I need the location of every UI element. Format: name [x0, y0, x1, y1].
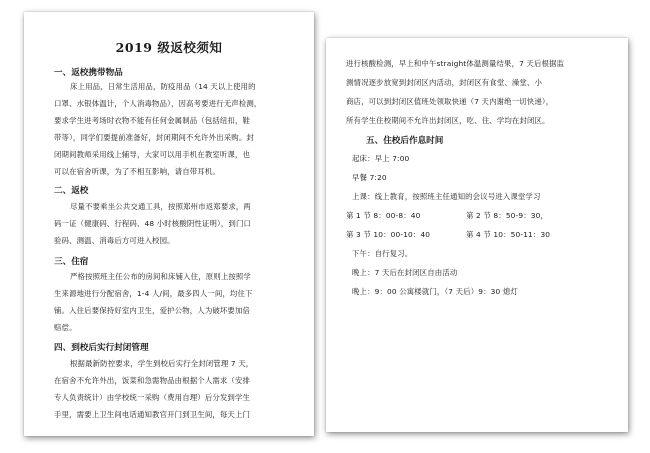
document-page-1	[24, 12, 314, 436]
paragraph-line: 进行核酸检测，早上和中午straight体温测量结果，7 天后根据监	[346, 59, 565, 68]
schedule-item: 早餐 7:20	[352, 173, 387, 182]
schedule-period: 第 3 节 10：00-10：40	[346, 230, 431, 239]
document-title: 2019 级返校须知	[115, 40, 223, 55]
section-heading-items: 一、返校携带物品	[54, 68, 123, 78]
paragraph-line: 码一证（健康码、行程码、48 小时核酸阴性证明），到门口	[54, 219, 252, 228]
schedule-period: 第 1 节 8：00-8：40	[346, 211, 421, 220]
section-heading-closed-management: 四、到校后实行封闭管理	[54, 343, 149, 353]
schedule-item: 下午：自行复习。	[352, 249, 413, 258]
paragraph-line: 严格按照班主任公布的房间和床铺入住，原则上按照学	[70, 272, 251, 281]
schedule-item: 上课：线上教育，按照班主任通知的会议号进入课堂学习	[352, 192, 541, 201]
schedule-item: 晚上：9：00 公寓楼就门，（7 天后）9：30 熄灯	[352, 287, 518, 296]
paragraph-line: 手里，需要上卫生间电话通知教官开门到卫生间，每天上门	[54, 410, 251, 419]
paragraph-line: 床上用品，日常生活用品，防疫用品（14 天以上使用的	[70, 82, 256, 91]
paragraph-line: 要求学生进考场时衣物不能有任何金属制品（包括纽扣，鞋	[54, 116, 251, 125]
paragraph-line: 可以在宿舍听课，为了不相互影响，请自带耳机。	[54, 167, 220, 176]
paragraph-line: 闭期间教师采用线上辅导，大家可以用手机在教室听课，也	[54, 150, 251, 159]
paragraph-line: 所有学生住校期间不允许出封闭区，吃、住、学均在封闭区。	[346, 116, 550, 125]
paragraph-line: 生来源地进行分配宿舍，1-4 人/间，最多四人一间，均住下	[54, 289, 253, 298]
section-heading-dorm: 三、住宿	[54, 257, 89, 267]
paragraph-line: 尽量不要乘坐公共交通工具，按照郑州市返郑要求，两	[70, 202, 251, 211]
paragraph-line: 测情况逐步放宽到封闭区内活动，封闭区有食堂、澡堂、小	[346, 78, 543, 87]
schedule-period: 第 2 节 8：50-9：30，	[466, 211, 548, 220]
paragraph-line: 验码、测温、消毒后方可进入校园。	[54, 236, 175, 245]
section-heading-return: 二、返校	[54, 186, 89, 196]
paragraph-line: 根据最新防控要求，学生到校后实行全封闭管理 7 天，	[70, 359, 254, 368]
paragraph-line: 铺。入住后要保持好室内卫生，爱护公物，人为破坏要加倍	[54, 306, 251, 315]
paragraph-line: 专人负责统计）由学校统一采购（费用自理）后分发到学生	[54, 393, 251, 402]
document-page-2	[326, 38, 628, 432]
paragraph-line: 赔偿。	[54, 323, 77, 332]
paragraph-line: 商店，可以到封闭区值班处领取快递（7 天内谢绝一切快递），	[346, 97, 554, 106]
schedule-item: 起床：早上 7:00	[352, 154, 410, 163]
section-heading-schedule: 五、住校后作息时间	[366, 136, 444, 146]
paragraph-line: 带等），同学们要提前准备好，封闭期间不允许外出采购。封	[54, 133, 254, 142]
schedule-item: 晚上：7 天后在封闭区自由活动	[352, 268, 458, 277]
schedule-period: 第 4 节 10：50-11：30	[466, 230, 551, 239]
paragraph-line: 在宿舍不允许外出，饭菜和急需物品由根据个人需求（安排	[54, 376, 251, 385]
paragraph-line: 口罩、水银体温计，个人消毒物品），因高考要进行无声检测，	[54, 99, 262, 108]
